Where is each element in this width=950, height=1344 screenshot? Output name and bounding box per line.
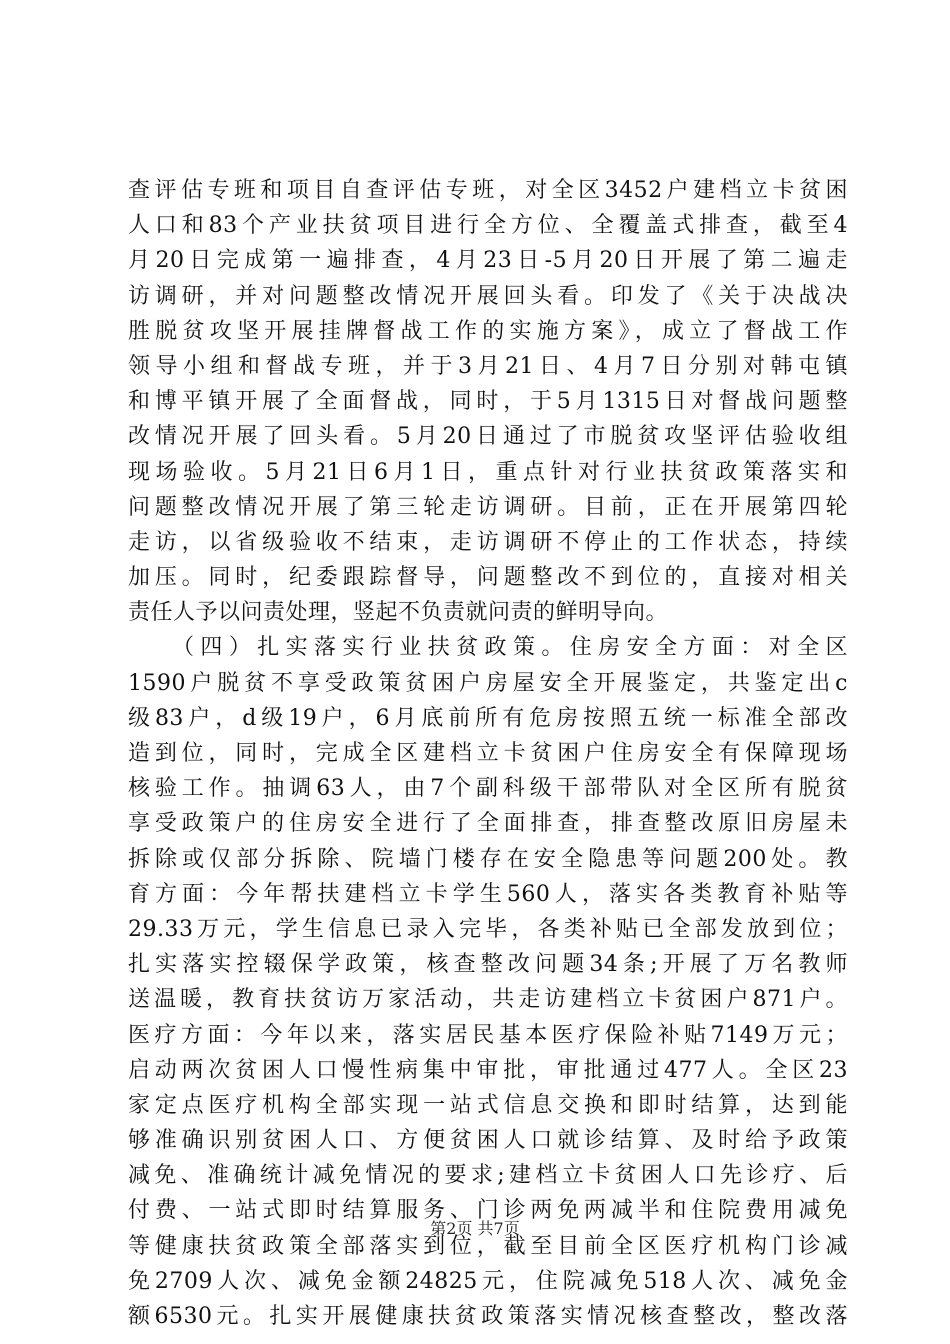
text-line: 胜脱贫攻坚开展挂牌督战工作的实施方案》，成立了督战工作 xyxy=(128,318,848,344)
text-line: 造到位，同时，完成全区建档立卡贫困户住房安全有保障现场 xyxy=(128,741,848,766)
text-line: 免2709人次、减免金额24825元，住院减免518人次、减免金 xyxy=(128,1268,848,1294)
text-line: 核验工作。抽调63人，由7个副科级干部带队对全区所有脱贫 xyxy=(128,776,848,802)
text-line: 查评估专班和项目自查评估专班，对全区3452户建档立卡贫困 xyxy=(128,178,848,203)
text-line: 减免、准确统计减免情况的要求;建档立卡贫困人口先诊疗、后 xyxy=(128,1163,848,1189)
text-line: 加压。同时，纪委跟踪督导，问题整改不到位的，直接对相关 xyxy=(128,565,848,591)
paragraph-end-line: 责任人予以问责处理，竖起不负责就问责的鲜明导向。 xyxy=(128,600,669,626)
text-line: 和博平镇开展了全面督战，同时，于5月1315日对督战问题整 xyxy=(128,389,848,415)
text-line: 走访，以省级验收不结束，走访调研不停止的工作状态，持续 xyxy=(128,529,848,555)
page-number-footer: 第2页 共7页 xyxy=(430,1219,520,1238)
text-line: 访调研，并对问题整改情况开展回头看。印发了《关于决战决 xyxy=(128,283,848,309)
text-line: 享受政策户的住房安全进行了全面排查，排查整改原旧房屋未 xyxy=(128,811,848,837)
text-line: 1590户脱贫不享受政策贫困户房屋安全开展鉴定，共鉴定出c xyxy=(128,670,848,696)
text-line: 改情况开展了回头看。5月20日通过了市脱贫攻坚评估验收组 xyxy=(128,424,848,450)
text-line: 月20日完成第一遍排查，4月23日-5月20日开展了第二遍走 xyxy=(128,248,848,274)
text-line: 送温暖，教育扶贫访万家活动，共走访建档立卡贫困户871户。 xyxy=(128,987,848,1013)
text-line: 等健康扶贫政策全部落实到位，截至目前全区医疗机构门诊减 xyxy=(128,1233,848,1259)
text-line: 启动两次贫困人口慢性病集中审批，审批通过477人。全区23 xyxy=(128,1057,848,1083)
text-line: 拆除或仅部分拆除、院墙门楼存在安全隐患等问题200处。教 xyxy=(128,846,848,872)
text-line: 付费、一站式即时结算服务、门诊两免两减半和住院费用减免 xyxy=(128,1198,848,1224)
text-line: 育方面：今年帮扶建档立卡学生560人，落实各类教育补贴等 xyxy=(128,881,848,907)
text-line: 29.33万元，学生信息已录入完毕，各类补贴已全部发放到位； xyxy=(128,916,848,942)
text-line: 家定点医疗机构全部实现一站式信息交换和即时结算，达到能 xyxy=(128,1092,848,1118)
text-line: 扎实落实控辍保学政策，核查整改问题34条;开展了万名教师 xyxy=(128,952,848,978)
text-line: 人口和83个产业扶贫项目进行全方位、全覆盖式排查，截至4 xyxy=(128,213,848,239)
text-line: 够准确识别贫困人口、方便贫困人口就诊结算、及时给予政策 xyxy=(128,1128,848,1154)
section-heading-line: （四）扎实落实行业扶贫政策。住房安全方面：对全区 xyxy=(172,635,848,661)
body-text xyxy=(128,173,848,1334)
text-line: 现场验收。5月21日6月1日，重点针对行业扶贫政策落实和 xyxy=(128,459,848,485)
text-line: 问题整改情况开展了第三轮走访调研。目前，正在开展第四轮 xyxy=(128,494,848,520)
text-line: 领导小组和督战专班，并于3月21日、4月7日分别对韩屯镇 xyxy=(128,353,848,379)
text-line: 额6530元。扎实开展健康扶贫政策落实情况核查整改，整改落 xyxy=(128,1304,848,1329)
text-line: 医疗方面：今年以来，落实居民基本医疗保险补贴7149万元； xyxy=(128,1022,848,1048)
text-line: 级83户，d级19户，6月底前所有危房按照五统一标准全部改 xyxy=(128,705,848,731)
